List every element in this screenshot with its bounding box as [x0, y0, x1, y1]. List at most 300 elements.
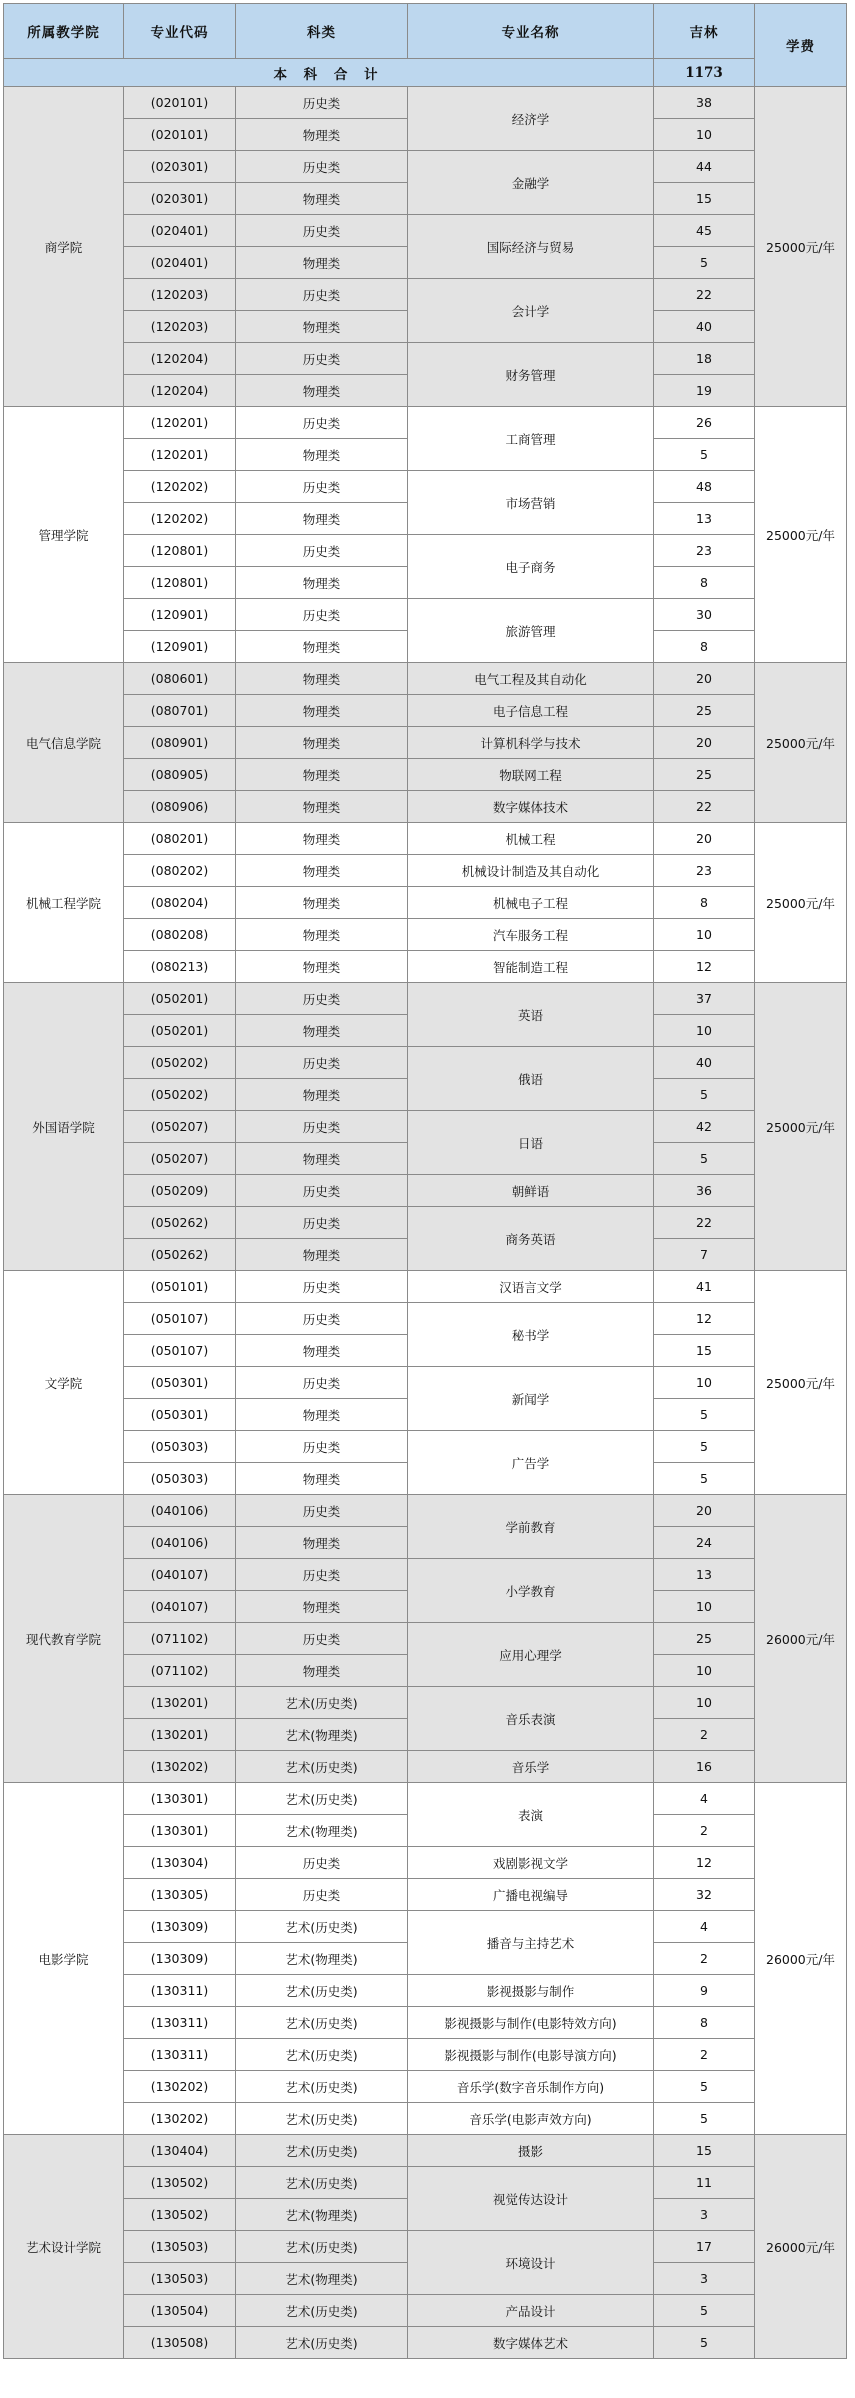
enrollment-count: 8: [654, 567, 755, 599]
department-group: [4, 823, 847, 983]
major-code: (080213): [124, 951, 236, 983]
header-code: 专业代码: [124, 4, 236, 59]
enrollment-count: 4: [654, 1911, 755, 1943]
subject-category: 物理类: [236, 695, 408, 727]
table-header: [4, 4, 847, 87]
major-code: (050202): [124, 1079, 236, 1111]
enrollment-count: 10: [654, 1687, 755, 1719]
enrollment-count: 2: [654, 2039, 755, 2071]
subject-category: 艺术(物理类): [236, 1815, 408, 1847]
table-row: [4, 919, 847, 951]
major-code: (080204): [124, 887, 236, 919]
major-name: 小学教育: [408, 1559, 654, 1623]
department-name: 电影学院: [4, 1783, 124, 2135]
subject-category: 艺术(历史类): [236, 2135, 408, 2167]
major-code: (120901): [124, 631, 236, 663]
enrollment-count: 40: [654, 1047, 755, 1079]
major-code: (050303): [124, 1431, 236, 1463]
department-name: 文学院: [4, 1271, 124, 1495]
major-code: (071102): [124, 1655, 236, 1687]
department-name: 外国语学院: [4, 983, 124, 1271]
enrollment-count: 42: [654, 1111, 755, 1143]
department-name: 电气信息学院: [4, 663, 124, 823]
major-code: (120203): [124, 279, 236, 311]
major-code: (020101): [124, 119, 236, 151]
table-row: [4, 1559, 847, 1591]
major-name: 音乐学(电影声效方向): [408, 2103, 654, 2135]
table-row: [4, 727, 847, 759]
major-code: (080701): [124, 695, 236, 727]
subject-category: 历史类: [236, 1879, 408, 1911]
table-row: [4, 2167, 847, 2199]
major-code: (050207): [124, 1111, 236, 1143]
major-name: 影视摄影与制作(电影特效方向): [408, 2007, 654, 2039]
subject-category: 历史类: [236, 1047, 408, 1079]
subject-category: 物理类: [236, 919, 408, 951]
table-row: [4, 1687, 847, 1719]
enrollment-count: 20: [654, 823, 755, 855]
enrollment-count: 38: [654, 87, 755, 119]
major-name: 英语: [408, 983, 654, 1047]
subject-category: 物理类: [236, 311, 408, 343]
subject-category: 物理类: [236, 1079, 408, 1111]
major-name: 广播电视编导: [408, 1879, 654, 1911]
subject-category: 艺术(历史类): [236, 1687, 408, 1719]
table-row: [4, 343, 847, 375]
major-name: 商务英语: [408, 1207, 654, 1271]
major-code: (050301): [124, 1399, 236, 1431]
subject-category: 历史类: [236, 279, 408, 311]
tuition-fee: 25000元/年: [755, 983, 847, 1271]
enrollment-count: 4: [654, 1783, 755, 1815]
table-row: [4, 87, 847, 119]
table-row: [4, 1751, 847, 1783]
major-name: 电子商务: [408, 535, 654, 599]
enrollment-count: 10: [654, 1015, 755, 1047]
major-name: 音乐表演: [408, 1687, 654, 1751]
enrollment-count: 23: [654, 855, 755, 887]
enrollment-count: 5: [654, 247, 755, 279]
subject-category: 历史类: [236, 1495, 408, 1527]
table-row: [4, 1975, 847, 2007]
tuition-fee: 25000元/年: [755, 407, 847, 663]
subject-category: 物理类: [236, 183, 408, 215]
major-code: (050107): [124, 1335, 236, 1367]
table-row: [4, 1303, 847, 1335]
table-row: [4, 535, 847, 567]
table-row: [4, 2103, 847, 2135]
enrollment-count: 3: [654, 2199, 755, 2231]
major-name: 会计学: [408, 279, 654, 343]
table-row: [4, 695, 847, 727]
major-name: 新闻学: [408, 1367, 654, 1431]
subject-category: 物理类: [236, 663, 408, 695]
major-code: (050303): [124, 1463, 236, 1495]
subject-category: 历史类: [236, 407, 408, 439]
major-code: (020401): [124, 247, 236, 279]
subject-category: 历史类: [236, 1303, 408, 1335]
table-row: [4, 2327, 847, 2359]
subject-category: 物理类: [236, 1015, 408, 1047]
table-row: [4, 663, 847, 695]
major-name: 环境设计: [408, 2231, 654, 2295]
subject-category: 艺术(历史类): [236, 1783, 408, 1815]
enrollment-count: 10: [654, 919, 755, 951]
major-name: 金融学: [408, 151, 654, 215]
major-code: (120204): [124, 375, 236, 407]
major-name: 数字媒体艺术: [408, 2327, 654, 2359]
subject-category: 历史类: [236, 599, 408, 631]
enrollment-count: 44: [654, 151, 755, 183]
subject-category: 艺术(历史类): [236, 1911, 408, 1943]
major-code: (020401): [124, 215, 236, 247]
enrollment-count: 2: [654, 1719, 755, 1751]
subject-category: 艺术(物理类): [236, 2199, 408, 2231]
major-code: (130301): [124, 1783, 236, 1815]
subject-category: 艺术(历史类): [236, 1975, 408, 2007]
major-name: 计算机科学与技术: [408, 727, 654, 759]
enrollment-count: 25: [654, 1623, 755, 1655]
table-row: [4, 2295, 847, 2327]
enrollment-count: 24: [654, 1527, 755, 1559]
enrollment-count: 5: [654, 2103, 755, 2135]
table-row: [4, 791, 847, 823]
subject-category: 物理类: [236, 247, 408, 279]
enrollment-count: 12: [654, 1847, 755, 1879]
enrollment-count: 15: [654, 2135, 755, 2167]
subject-category: 物理类: [236, 1591, 408, 1623]
enrollment-count: 36: [654, 1175, 755, 1207]
subject-category: 物理类: [236, 1655, 408, 1687]
enrollment-count: 20: [654, 727, 755, 759]
major-code: (120202): [124, 503, 236, 535]
major-name: 表演: [408, 1783, 654, 1847]
major-name: 摄影: [408, 2135, 654, 2167]
subject-category: 物理类: [236, 1463, 408, 1495]
header-category: 科类: [236, 4, 408, 59]
major-name: 财务管理: [408, 343, 654, 407]
major-code: (040106): [124, 1495, 236, 1527]
enrollment-count: 5: [654, 1399, 755, 1431]
subject-category: 艺术(历史类): [236, 2103, 408, 2135]
table-row: [4, 2039, 847, 2071]
table-row: [4, 471, 847, 503]
major-code: (120901): [124, 599, 236, 631]
enrollment-count: 37: [654, 983, 755, 1015]
major-code: (130502): [124, 2199, 236, 2231]
header-province: 吉林: [654, 4, 755, 59]
subject-category: 艺术(历史类): [236, 2231, 408, 2263]
table-row: [4, 1495, 847, 1527]
major-name: 视觉传达设计: [408, 2167, 654, 2231]
major-name: 汉语言文学: [408, 1271, 654, 1303]
major-code: (050209): [124, 1175, 236, 1207]
table-row: [4, 1783, 847, 1815]
table-row: [4, 151, 847, 183]
major-code: (130201): [124, 1687, 236, 1719]
major-name: 物联网工程: [408, 759, 654, 791]
subject-category: 历史类: [236, 1367, 408, 1399]
enrollment-count: 5: [654, 1143, 755, 1175]
enrollment-count: 9: [654, 1975, 755, 2007]
subject-category: 物理类: [236, 727, 408, 759]
subject-category: 历史类: [236, 1623, 408, 1655]
subject-category: 艺术(物理类): [236, 1943, 408, 1975]
major-name: 学前教育: [408, 1495, 654, 1559]
enrollment-count: 13: [654, 503, 755, 535]
table-row: [4, 1047, 847, 1079]
enrollment-count: 18: [654, 343, 755, 375]
major-code: (080202): [124, 855, 236, 887]
major-code: (020301): [124, 183, 236, 215]
subject-category: 历史类: [236, 1431, 408, 1463]
tuition-fee: 25000元/年: [755, 87, 847, 407]
subject-category: 物理类: [236, 759, 408, 791]
enrollment-count: 40: [654, 311, 755, 343]
enrollment-count: 25: [654, 759, 755, 791]
subject-category: 物理类: [236, 791, 408, 823]
table-row: [4, 2007, 847, 2039]
subject-category: 物理类: [236, 119, 408, 151]
major-code: (040106): [124, 1527, 236, 1559]
subject-category: 历史类: [236, 983, 408, 1015]
table-row: [4, 215, 847, 247]
table-row: [4, 2135, 847, 2167]
subject-category: 物理类: [236, 1399, 408, 1431]
tuition-fee: 26000元/年: [755, 2135, 847, 2359]
subject-category: 历史类: [236, 1207, 408, 1239]
major-name: 广告学: [408, 1431, 654, 1495]
enrollment-count: 12: [654, 951, 755, 983]
subject-category: 艺术(物理类): [236, 1719, 408, 1751]
major-code: (020301): [124, 151, 236, 183]
enrollment-count: 5: [654, 1079, 755, 1111]
major-code: (050107): [124, 1303, 236, 1335]
subject-category: 物理类: [236, 1527, 408, 1559]
subject-category: 艺术(历史类): [236, 2295, 408, 2327]
enrollment-count: 5: [654, 2327, 755, 2359]
subject-category: 历史类: [236, 535, 408, 567]
major-code: (130504): [124, 2295, 236, 2327]
major-code: (130503): [124, 2263, 236, 2295]
major-code: (130309): [124, 1911, 236, 1943]
major-name: 机械电子工程: [408, 887, 654, 919]
major-name: 音乐学: [408, 1751, 654, 1783]
enrollment-count: 5: [654, 2071, 755, 2103]
major-code: (080201): [124, 823, 236, 855]
table-row: [4, 1175, 847, 1207]
major-code: (130311): [124, 1975, 236, 2007]
department-group: [4, 1271, 847, 1495]
subject-category: 艺术(历史类): [236, 2039, 408, 2071]
major-code: (120201): [124, 439, 236, 471]
enrollment-count: 10: [654, 1591, 755, 1623]
subject-category: 物理类: [236, 439, 408, 471]
major-code: (130309): [124, 1943, 236, 1975]
subject-category: 历史类: [236, 215, 408, 247]
enrollment-count: 32: [654, 1879, 755, 1911]
enrollment-count: 41: [654, 1271, 755, 1303]
subject-category: 历史类: [236, 87, 408, 119]
major-name: 戏剧影视文学: [408, 1847, 654, 1879]
table-row: [4, 599, 847, 631]
header-major: 专业名称: [408, 4, 654, 59]
subject-category: 物理类: [236, 1239, 408, 1271]
subject-category: 物理类: [236, 375, 408, 407]
major-code: (080901): [124, 727, 236, 759]
major-code: (050262): [124, 1207, 236, 1239]
total-value: 1173: [654, 59, 755, 87]
subject-category: 历史类: [236, 1175, 408, 1207]
department-name: 艺术设计学院: [4, 2135, 124, 2359]
table-row: [4, 855, 847, 887]
enrollment-table: [3, 3, 847, 2359]
major-name: 产品设计: [408, 2295, 654, 2327]
major-name: 应用心理学: [408, 1623, 654, 1687]
enrollment-count: 2: [654, 1815, 755, 1847]
major-code: (120204): [124, 343, 236, 375]
major-name: 电气工程及其自动化: [408, 663, 654, 695]
enrollment-count: 45: [654, 215, 755, 247]
subject-category: 物理类: [236, 567, 408, 599]
department-group: [4, 407, 847, 663]
enrollment-count: 16: [654, 1751, 755, 1783]
major-name: 影视摄影与制作(电影导演方向): [408, 2039, 654, 2071]
enrollment-count: 5: [654, 439, 755, 471]
major-name: 国际经济与贸易: [408, 215, 654, 279]
enrollment-count: 8: [654, 2007, 755, 2039]
major-code: (130503): [124, 2231, 236, 2263]
table-row: [4, 1271, 847, 1303]
table-row: [4, 2071, 847, 2103]
subject-category: 历史类: [236, 1559, 408, 1591]
enrollment-count: 5: [654, 1463, 755, 1495]
subject-category: 物理类: [236, 1143, 408, 1175]
enrollment-count: 5: [654, 1431, 755, 1463]
major-code: (050207): [124, 1143, 236, 1175]
major-name: 影视摄影与制作: [408, 1975, 654, 2007]
major-code: (050201): [124, 983, 236, 1015]
enrollment-count: 10: [654, 119, 755, 151]
enrollment-count: 12: [654, 1303, 755, 1335]
subject-category: 艺术(历史类): [236, 2167, 408, 2199]
major-name: 汽车服务工程: [408, 919, 654, 951]
major-code: (130305): [124, 1879, 236, 1911]
major-code: (130404): [124, 2135, 236, 2167]
subject-category: 艺术(物理类): [236, 2263, 408, 2295]
major-code: (120201): [124, 407, 236, 439]
major-name: 播音与主持艺术: [408, 1911, 654, 1975]
table-row: [4, 1111, 847, 1143]
major-name: 电子信息工程: [408, 695, 654, 727]
department-name: 机械工程学院: [4, 823, 124, 983]
major-code: (080906): [124, 791, 236, 823]
subject-category: 历史类: [236, 343, 408, 375]
department-group: [4, 1783, 847, 2135]
table-row: [4, 1367, 847, 1399]
header-college: 所属教学院: [4, 4, 124, 59]
enrollment-count: 30: [654, 599, 755, 631]
subject-category: 历史类: [236, 1847, 408, 1879]
department-group: [4, 983, 847, 1271]
enrollment-count: 8: [654, 631, 755, 663]
major-name: 俄语: [408, 1047, 654, 1111]
table-row: [4, 983, 847, 1015]
tuition-fee: 25000元/年: [755, 1271, 847, 1495]
major-name: 市场营销: [408, 471, 654, 535]
enrollment-count: 15: [654, 183, 755, 215]
major-code: (130311): [124, 2039, 236, 2071]
department-group: [4, 87, 847, 407]
table-row: [4, 407, 847, 439]
enrollment-count: 26: [654, 407, 755, 439]
major-code: (050262): [124, 1239, 236, 1271]
major-code: (040107): [124, 1591, 236, 1623]
major-code: (020101): [124, 87, 236, 119]
enrollment-count: 5: [654, 2295, 755, 2327]
enrollment-count: 20: [654, 663, 755, 695]
major-name: 经济学: [408, 87, 654, 151]
subject-category: 物理类: [236, 823, 408, 855]
tuition-fee: 25000元/年: [755, 823, 847, 983]
enrollment-count: 15: [654, 1335, 755, 1367]
department-name: 商学院: [4, 87, 124, 407]
enrollment-count: 20: [654, 1495, 755, 1527]
major-code: (130202): [124, 2071, 236, 2103]
enrollment-count: 25: [654, 695, 755, 727]
major-code: (050101): [124, 1271, 236, 1303]
major-code: (120801): [124, 535, 236, 567]
department-name: 现代教育学院: [4, 1495, 124, 1783]
major-code: (130502): [124, 2167, 236, 2199]
header-fee: 学费: [755, 4, 847, 87]
table-row: [4, 2231, 847, 2263]
table-row: [4, 1847, 847, 1879]
subject-category: 物理类: [236, 631, 408, 663]
enrollment-count: 22: [654, 279, 755, 311]
subject-category: 艺术(历史类): [236, 2007, 408, 2039]
major-code: (130508): [124, 2327, 236, 2359]
enrollment-count: 13: [654, 1559, 755, 1591]
major-code: (080905): [124, 759, 236, 791]
subject-category: 艺术(历史类): [236, 2071, 408, 2103]
enrollment-count: 11: [654, 2167, 755, 2199]
major-code: (050201): [124, 1015, 236, 1047]
table-row: [4, 1623, 847, 1655]
table-row: [4, 1911, 847, 1943]
enrollment-count: 48: [654, 471, 755, 503]
subject-category: 艺术(历史类): [236, 1751, 408, 1783]
table-row: [4, 759, 847, 791]
major-name: 机械工程: [408, 823, 654, 855]
major-name: 智能制造工程: [408, 951, 654, 983]
major-code: (130301): [124, 1815, 236, 1847]
department-group: [4, 2135, 847, 2359]
enrollment-count: 19: [654, 375, 755, 407]
table-row: [4, 951, 847, 983]
major-name: 旅游管理: [408, 599, 654, 663]
subject-category: 历史类: [236, 1271, 408, 1303]
enrollment-count: 2: [654, 1943, 755, 1975]
subject-category: 历史类: [236, 1111, 408, 1143]
major-code: (040107): [124, 1559, 236, 1591]
enrollment-count: 17: [654, 2231, 755, 2263]
enrollment-count: 3: [654, 2263, 755, 2295]
subject-category: 物理类: [236, 951, 408, 983]
enrollment-count: 7: [654, 1239, 755, 1271]
major-code: (050202): [124, 1047, 236, 1079]
enrollment-count: 22: [654, 1207, 755, 1239]
